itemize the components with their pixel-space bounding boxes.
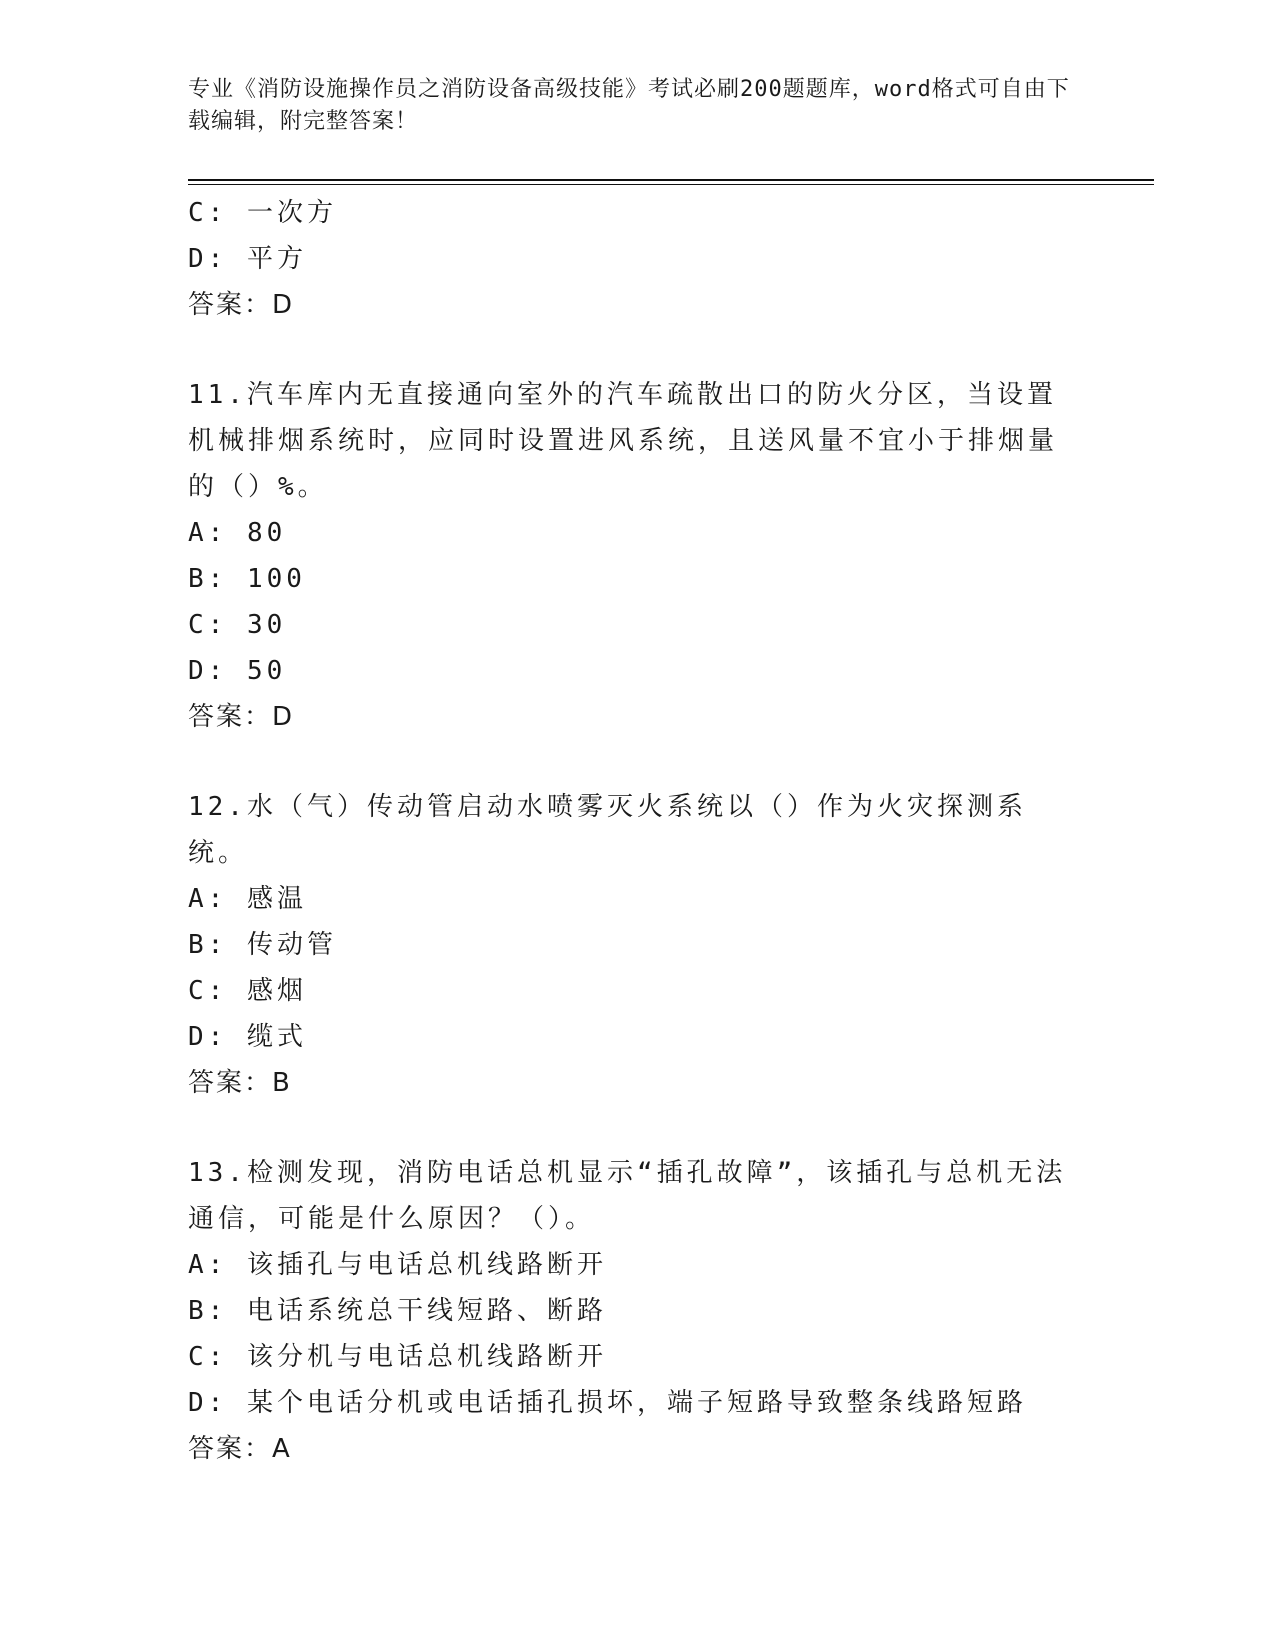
option-c: C: 该分机与电话总机线路断开 [188,1342,607,1372]
option-c: C: 30 [188,610,287,640]
answer: 答案：A [188,1434,292,1464]
option-c: C: 感烟 [188,976,307,1006]
answer: 答案：B [188,1068,292,1098]
option-c: C: 一次方 [188,198,337,228]
option-d: D: 50 [188,656,287,686]
option-d: D: 某个电话分机或电话插孔损坏，端子短路导致整条线路短路 [188,1388,1027,1418]
question-text: 12.水（气）传动管启动水喷雾灭火系统以（）作为火灾探测系统。 [188,792,1027,868]
option-b: B: 传动管 [188,930,337,960]
header-rule-thin [188,184,1154,185]
header-rule-thick [188,179,1154,181]
option-b: B: 电话系统总干线短路、断路 [188,1296,607,1326]
option-a: A: 80 [188,518,287,548]
header-title: 专业《消防设施操作员之消防设备高级技能》考试必刷200题题库，word格式可自由下载编辑，附完整答案！ [188,77,1070,134]
option-a: A: 感温 [188,884,307,914]
document-header [188,74,1078,138]
option-d: D: 缆式 [188,1022,307,1052]
option-a: A: 该插孔与电话总机线路断开 [188,1250,607,1280]
option-d: D: 平方 [188,244,307,274]
question-11 [188,372,1088,740]
prev-question [188,190,1088,328]
answer: 答案：D [188,290,295,320]
question-list [188,190,1088,1472]
question-text: 11.汽车库内无直接通向室外的汽车疏散出口的防火分区，当设置机械排烟系统时，应同时设置进风系统，且送风量不宜小于排烟量的（）%。 [188,380,1059,502]
answer: 答案：D [188,702,295,732]
question-13 [188,1150,1088,1472]
question-12 [188,784,1088,1106]
question-text: 13.检测发现，消防电话总机显示“插孔故障”，该插孔与总机无法通信，可能是什么原因？（）。 [188,1158,1067,1234]
option-b: B: 100 [188,564,306,594]
